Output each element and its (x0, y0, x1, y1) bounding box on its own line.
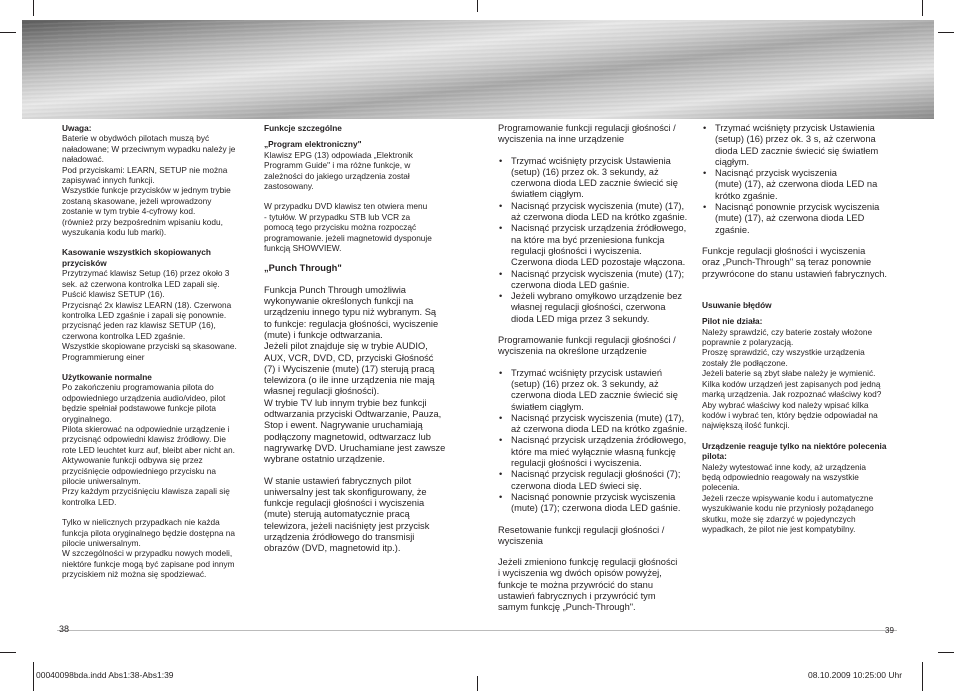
center-mark (477, 0, 478, 12)
heading-reaguje: Urządzenie reaguje tylko na niektóre polecenia pilota: (702, 440, 887, 462)
paragraph-reset: Resetowanie funkcji regulacji głośności / wyciszenia (498, 524, 665, 546)
heading-uwaga: Uwaga: (62, 123, 92, 133)
list-item: • Nacisnąć przycisk wyciszenia (mute) (17), aż czerwona dioda LED na krótko zgaśnie. (702, 168, 900, 202)
paragraph-ustawien: W stanie ustawień fabrycznych pilot uniwersalny jest tak skonfigurowany, że funkcje regulacji głośności i wyciszenia (mute) sterują automatycznie pracą telewizora, jeżeli naciśnięty jest przycisk urządzenia źródłowego do transmisji obrazów (DVD, magnetowid itp.). (264, 475, 430, 554)
steps-list-2 (498, 368, 696, 515)
paragraph-kasowanie: Przytrzymać klawisz Setup (16) przez około 3 sek. aż czerwona kontrolka LED zapali się. Puścić klawisz SETUP (16). Przycisnąć 2x klawisz LEARN (18). Czerwona kontrolka LED zgaśnie i zapali się ponownie. przycisnąć jeden raz klawisz SETUP (16), czerwona kontrolka LED zgaśnie. Wszystkie skopiowane przyciski są skasowane. Programmierung einer (62, 268, 237, 362)
crop-mark (938, 652, 954, 653)
list-item: • Nacisnąć przycisk wyciszenia (mute) (17), aż czerwona dioda LED na krótko zgaśnie. (498, 413, 696, 436)
column-2 (264, 123, 459, 555)
column-4 (702, 123, 900, 534)
paragraph-uwaga: Baterie w obydwóch pilotach muszą być naładowane; W przeciwnym wypadku należy je naładować. Pod przyciskami: LEARN, SETUP nie można zapisywać innych funkcji. Wszystkie funkcje przycisków w jednym trybie zostaną skasowane, jeżeli wprowadzony zostanie w tym trybie 4-cyfrowy kod. (również przy bezpośrednim wpisaniu kodu, wyszukania kodu lub marki). (62, 133, 236, 238)
page-number-left: 38 (59, 624, 70, 634)
crop-mark (33, 0, 34, 16)
list-item: • Nacisnąć przycisk wyciszenia (mute) (17); czerwona dioda LED gaśnie. (498, 269, 696, 292)
paragraph-dvd: W przypadku DVD klawisz ten otwiera menu - tytułów. W przypadku STB lub VCR za pomocą tego przycisku można rozpocząć programowanie. jeżeli magnetowid dysponuje funkcją SHOWVIEW. (264, 201, 432, 254)
heading-pilot: Pilot nie działa: (702, 316, 763, 327)
list-item: • Trzymać wciśnięty przycisk ustawień (setup) (16) przez ok. 3 sekundy, aż czerwona dioda LED zacznie świecić się światłem ciągłym. (498, 368, 696, 413)
paragraph-intro1: Programowanie funkcji regulacji głośności / wyciszenia na inne urządzenie (498, 123, 676, 145)
paragraph-pilot: Należy sprawdzić, czy baterie zostały włożone poprawnie z polaryzacją. Proszę sprawdzić, czy wszystkie urządzenia zostały źle podłączone. Jeżeli baterie są zbyt słabe należy je wymienić. Kilka kodów urządzeń jest zapisanych pod jedną marką urządzenia. Jak rozpoznać właściwy kod? Aby wybrać właściwy kod należy wpisać kilka kodów i wybrać ten, który będzie odpowiadał na największą ilość funkcji. (702, 326, 882, 431)
crop-mark (938, 32, 954, 33)
heading-kasowanie: Kasowanie wszystkich skopiowanych przycisków (62, 247, 211, 268)
list-item: • Nacisnąć przycisk wyciszenia (mute) (17), aż czerwona dioda LED na krótko zgaśnie. (498, 201, 696, 224)
heading-program: „Program elektroniczny" (264, 139, 362, 150)
list-item: • Nacisnąć przycisk urządzenia źródłowego, które ma mieć wyłącznie własną funkcję regulacji głośności i wyciszenia. (498, 435, 696, 469)
footer-file-info: 00040098bda.indd Abs1:38-Abs1:39 (36, 670, 174, 680)
crop-mark (0, 32, 16, 33)
heading-uzytkowanie: Użytkowanie normalne (62, 371, 152, 382)
paragraph-zmieniono: Jeżeli zmieniono funkcję regulacji głośności i wyciszenia wg dwóch opisów powyżej, funkcje te można przywrócić do stanu ustawień fabrycznych i przywrócić tym samym funkcję „Punch-Through". (498, 557, 678, 613)
list-item: • Nacisnąć przycisk urządzenia źródłowego, na które ma być przeniesiona funkcja regulacji głośności i wyciszenia. Czerwona dioda LED pozostaje włączona. (498, 223, 696, 268)
heading-funkcje: Funkcje szczególne (264, 123, 342, 133)
list-item: • Trzymać wciśnięty przycisk Ustawienia (setup) (16) przez ok. 3 sekundy, aż czerwona dioda LED zacznie świecić się światłem ciągłym. (498, 156, 696, 201)
steps-list-1 (498, 156, 696, 325)
heading-punch: „Punch Through" (264, 263, 342, 274)
page-number-right: 39 (885, 626, 894, 635)
paragraph-funkcje: Funkcje regulacji głośności i wyciszenia oraz „Punch-Through" są teraz ponownie przywrócone do stanu ustawień fabrycznych. (702, 245, 887, 279)
column-1 (62, 123, 252, 580)
crop-mark (922, 0, 923, 16)
crop-mark (33, 662, 34, 691)
footer-timestamp: 08.10.2009 10:25:00 Uhr (808, 670, 903, 680)
crop-mark (0, 652, 16, 653)
center-mark (477, 676, 478, 691)
paragraph-intro2: Programowanie funkcji regulacji głośności / wyciszenia na określone urządzenie (498, 335, 676, 357)
list-item: • Nacisnąć ponownie przycisk wyciszenia (mute) (17), aż czerwona dioda LED zgaśnie. (702, 202, 900, 236)
heading-usuwanie: Usuwanie błędów (702, 299, 772, 310)
paragraph-program: Klawisz EPG (13) odpowiada „Elektronik Programm Guide" i ma różne funkcje, w zależności do jakiego urządzenia został zastosowany. (264, 149, 413, 192)
paragraph-punch: Funkcja Punch Through umożliwia wykonywanie określonych funkcji na urządzeniu innego typu niż wybranym. Są to funkcje: regulacja głośności, wyciszenie (mute) i funkcje odtwarzania. Jeżeli pilot znajduje się w trybie AUDIO, AUX, VCR, DVD, CD, przyciski Głośność (7) i Wyciszenie (mute) (17) sterują pracą telewizora (o ile inne urządzenia nie mają własnej regulacji głośności). W trybie TV lub innym trybie bez funkcji odtwarzania przyciski Odtwarzanie, Pauza, Stop i ewent. Nagrywanie uruchamiają podłączony magnetowid, odtwarzacz lub nagrywarkę DVD. Uruchamiane jest zawsze wybrane ostatnio urządzenie. (264, 284, 446, 465)
steps-list-3 (702, 123, 900, 236)
column-3 (498, 123, 696, 614)
bottom-rule (57, 630, 897, 631)
crop-mark (922, 662, 923, 691)
paragraph-uzytkowanie: Po zakończeniu programowania pilota do odpowiedniego urządzenia audio/video, pilot będzie spełniał podstawowe funkcje pilota oryginalnego. Pilota skierować na odpowiednie urządzenie i przycisnąć odpowiedni klawisz źródłowy. Die rote LED leuchtet kurz auf, bleibt aber nicht an. Aktywowanie funkcji odbywa się przez przyciśnięcie odpowiedniego przycisku na pilocie uniwersalnym. Przy każdym przyciśnięciu klawisza zapali się kontrolka LED. (62, 382, 235, 507)
paragraph-tylko: Tylko w nielicznych przypadkach nie każda funkcja pilota oryginalnego będzie dostępna na pilocie uniwersalnym. W szczególności w przypadku nowych modeli, niektóre funkcje mogą być zapisane pod innym przyciskiem niż można się spodziewać. (62, 517, 235, 580)
list-item: • Trzymać wciśnięty przycisk Ustawienia (setup) (16) przez ok. 3 s, aż czerwona dioda LED zacznie świecić się światłem ciągłym. (702, 123, 900, 168)
list-item: • Nacisnąć ponownie przycisk wyciszenia (mute) (17); czerwona dioda LED gaśnie. (498, 492, 696, 515)
header-banner (22, 20, 934, 119)
list-item: • Jeżeli wybrano omyłkowo urządzenie bez własnej regulacji głośności, czerwona dioda LED miga przez 3 sekundy. (498, 291, 696, 325)
list-item: • Nacisnąć przycisk regulacji głośności (7); czerwona dioda LED świeci się. (498, 469, 696, 492)
paragraph-reaguje: Należy wytestować inne kody, aż urządzenia będą odpowiednio reagowały na wszystkie polecenia. Jeżeli rzecze wpisywanie kodu i automatyczne wyszukiwanie kodu nie przyniosły pożądanego skutku, może się zdarzyć w pojedynczych wypadkach, że pilot nie jest kompatybilny. (702, 461, 874, 534)
